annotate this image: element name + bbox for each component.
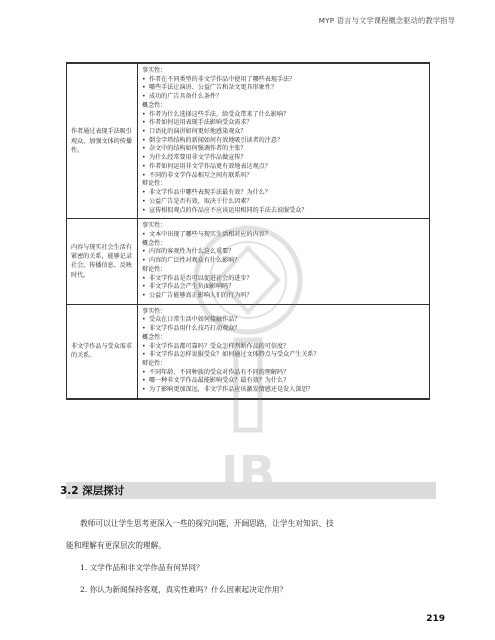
body-paragraph: 能和理解有更深层次的理解。: [66, 541, 166, 550]
list-item: • 非文学作品中哪些表现手法最有效？为什么？: [142, 189, 271, 197]
list-item: • 文本中出现了哪些与现实生活相对应的内容？: [142, 230, 271, 238]
category-label: 概念性：: [142, 101, 167, 109]
running-header: MYP 语言与文学课程概念驱动的教学指导: [318, 16, 455, 25]
category-label: 辩论性：: [142, 180, 167, 188]
list-item: • 不同的非文学作品相互之间有联系吗？: [142, 171, 253, 179]
category-label: 事实性：: [142, 222, 167, 230]
statement-cell: 内容与现实社会生活有紧密的关系，能够记录社会、传播信息、反映时代。: [67, 219, 138, 304]
questions-cell: [138, 63, 430, 219]
statement-cell: 作者通过表现手法吸引观众，加强文体的传播性。: [67, 63, 138, 219]
table-row: [67, 304, 430, 399]
list-item: • 非文学作品怎样说服受众？如何通过文体特点与受众产生关系？: [142, 351, 320, 359]
list-item: • 公益广告是否有效，取决于什么因素？: [142, 197, 253, 205]
list-item: • 不同年龄、不同种族的受众对作品有不同的理解吗？: [142, 368, 290, 376]
questions-cell: [138, 304, 430, 399]
category-label: 辩论性：: [142, 265, 167, 273]
list-item: • 受众在日常生活中如何接触作品？: [142, 316, 241, 324]
list-item: • 非文学作品用什么技巧打动观众？: [142, 325, 241, 333]
category-label: 概念性：: [142, 239, 167, 247]
category-label: 事实性：: [142, 307, 167, 315]
section-title: 3.2 深层探讨: [60, 485, 125, 497]
list-item: • 非文学作品是否可以促进社会的进步？: [142, 274, 253, 282]
questions-cell: [138, 219, 430, 304]
list-item: • 作者如何运用非文学作品更有效地表达观点？: [142, 162, 271, 170]
list-item: • 作者在不同类型的非文学作品中使用了哪些表现手法？: [142, 75, 296, 83]
list-item: • 哪一种非文学作品最能影响受众？最有效？为什么？: [142, 377, 290, 385]
table-row: [67, 63, 430, 219]
list-item: • 作者为什么选择这些手法，给受众带来了什么影响？: [142, 110, 290, 118]
list-item: • 为什么经常要用非文学作品做宣传？: [142, 154, 247, 162]
list-item: • 内容的客观性为什么这么重要？: [142, 248, 235, 256]
list-item: • 宣传相似观点的作品应不应该运用相同的手法去说服受众？: [142, 206, 308, 214]
body-paragraph: 教师可以让学生思考更深入一些的探究问题，开阔思路，让学生对知识、技: [80, 519, 334, 528]
list-item: • 哪些手法让演讲、公益广告和杂文更具形象性？: [142, 84, 277, 92]
list-item: • 内容的广泛性对观众有什么影响？: [142, 257, 241, 265]
table-row: [67, 219, 430, 304]
list-item: • 成功的广告具备什么条件？: [142, 93, 223, 101]
inquiry-question: 2. 你认为新闻保持客观，真实性难吗？什么因素起决定作用？: [80, 585, 288, 594]
category-label: 概念性：: [142, 333, 167, 341]
list-item: • 公益广告能够真正影响人们的行为吗？: [142, 291, 253, 299]
category-label: 事实性：: [142, 67, 167, 74]
list-item: • 非文学作品都可靠吗？受众怎样判断作品的可信度？: [142, 342, 290, 350]
svg-text:IB: IB: [220, 446, 276, 502]
statement-cell: 非文学作品与受众需求的关系。: [67, 304, 138, 399]
list-item: • 为了影响更加深远，非文学作品应该激发情感还是发人深思？: [142, 386, 314, 394]
list-item: • 口语化的演讲如何更好地感染观众？: [142, 128, 247, 136]
category-label: 辩论性：: [142, 360, 167, 367]
list-item: • 杂文中的结构如何强调作者的主张？: [142, 145, 247, 153]
list-item: • 作者如何运用表现手法影响受众需求？: [142, 119, 253, 127]
page-number: 219: [426, 614, 445, 624]
list-item: • 倒金字塔结构的新闻如何有效地吸引读者的注意？: [142, 136, 284, 144]
inquiry-question: 1. 文学作品和非文学作品有何异同？: [80, 563, 204, 572]
list-item: • 非文学作品会产生负面影响吗？: [142, 283, 235, 291]
inquiry-table: [66, 62, 430, 400]
